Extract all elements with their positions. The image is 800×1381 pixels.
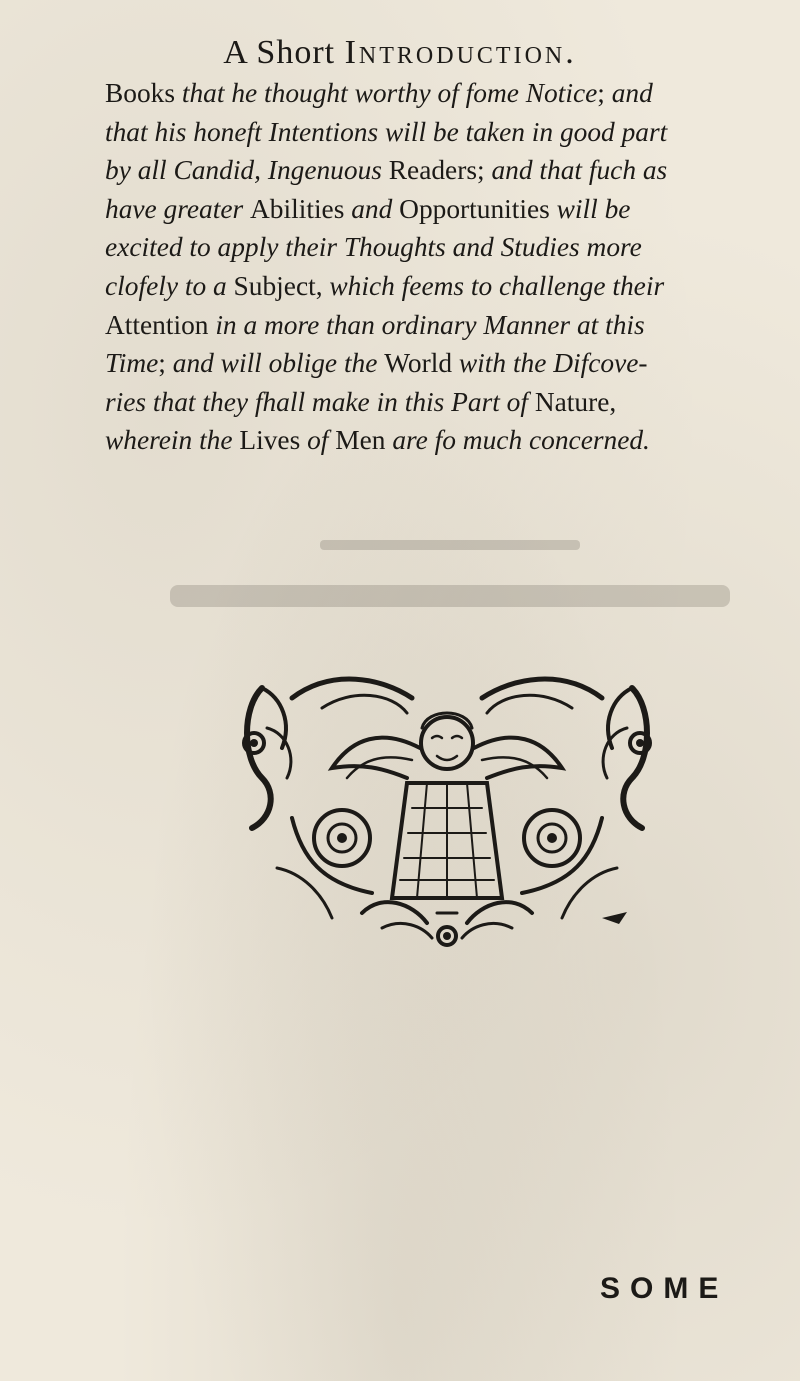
text-run: Books <box>105 78 182 108</box>
text-run: will be <box>556 193 631 224</box>
text-run: ; <box>158 348 173 379</box>
text-run: that his honeft Intentions will be taken in good part <box>105 116 668 147</box>
text-run: ; <box>477 155 492 186</box>
text-run: and that fuch as <box>491 155 668 186</box>
text-run: Opportunities <box>399 193 557 224</box>
catchword: SOME <box>600 1272 729 1305</box>
header-prefix: A Short <box>223 34 345 71</box>
text-line <box>105 344 770 383</box>
text-run: Time <box>105 348 159 379</box>
text-line <box>105 190 770 229</box>
running-header <box>0 34 800 72</box>
text-run: and will oblige the <box>172 348 385 379</box>
text-line <box>105 74 770 113</box>
text-run: have greater <box>105 193 251 224</box>
text-line <box>105 113 770 152</box>
floral-cherub-tailpiece-icon <box>232 668 662 958</box>
text-run: Lives <box>239 425 308 456</box>
text-run: Nature, <box>534 386 617 417</box>
text-run: that he thought worthy of fome Notice <box>181 78 598 108</box>
text-line <box>105 228 770 267</box>
text-run: Readers <box>388 155 477 186</box>
text-run: Men <box>335 425 393 456</box>
show-through-text <box>150 530 770 620</box>
header-title: Introduction. <box>344 34 577 71</box>
text-run: in a more than ordinary Manner at this <box>215 309 645 340</box>
body-paragraph <box>105 74 770 460</box>
text-run: Abilities <box>250 193 352 224</box>
text-run: by all Candid, Ingenuous <box>105 155 389 186</box>
text-run: and <box>611 78 653 108</box>
text-run: of <box>307 425 336 456</box>
text-run: World <box>384 348 459 379</box>
text-run: are fo much concerned. <box>392 425 650 456</box>
text-run: Subject, <box>233 270 330 301</box>
text-run: ries that they fhall make in this Part of <box>105 386 535 417</box>
text-line <box>105 421 770 460</box>
text-run: ; <box>597 78 612 108</box>
text-line <box>105 267 770 306</box>
text-line <box>105 383 770 422</box>
text-run: wherein the <box>105 425 240 456</box>
text-line <box>105 151 770 190</box>
text-run: Attention <box>105 309 216 340</box>
text-line <box>105 306 770 345</box>
text-run: with the Difcove- <box>458 348 648 379</box>
text-run: excited to apply their Thoughts and Studies more <box>105 232 642 263</box>
text-run: which feems to challenge their <box>329 270 665 301</box>
text-run: clofely to a <box>105 270 234 301</box>
text-run: and <box>351 193 400 224</box>
